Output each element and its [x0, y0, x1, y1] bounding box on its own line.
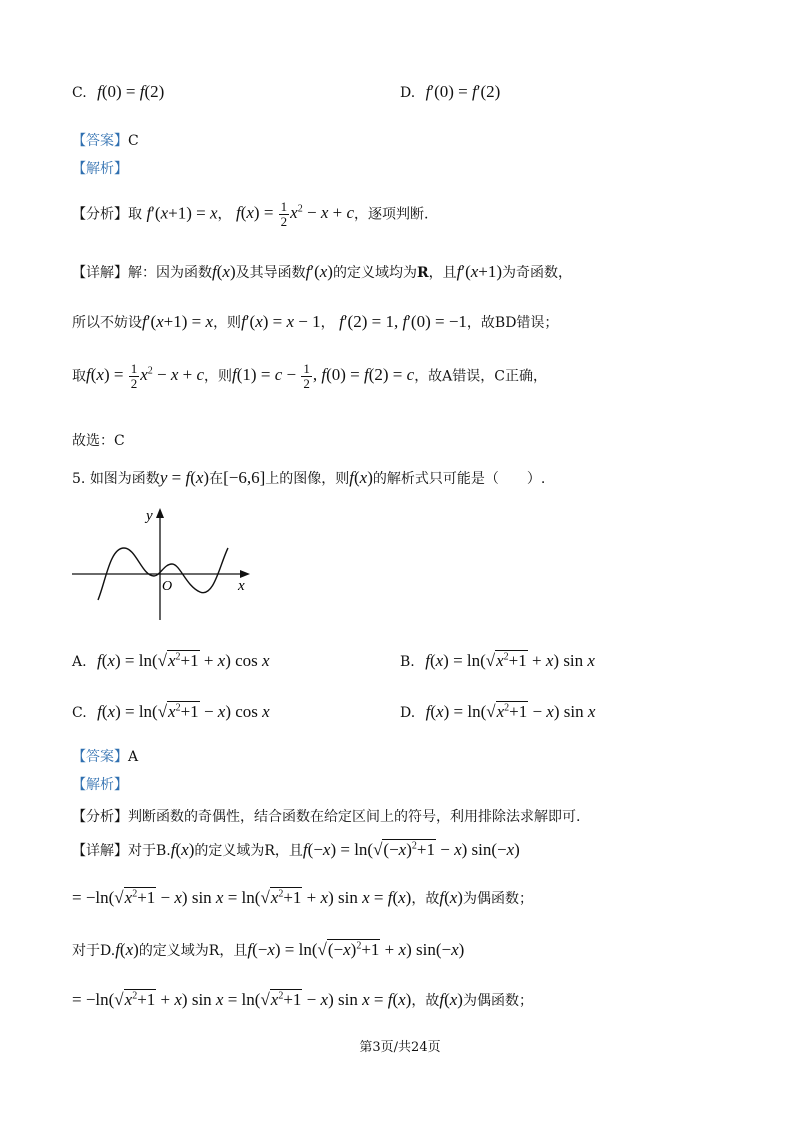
- text: ，故: [411, 891, 440, 907]
- q5-answer-line: [72, 746, 138, 766]
- detail-line-2: 所以不妨设f′(x+1) = x，则f′(x) = x − 1， f′(2) = 1, f′(0) = −1，故BD错误；: [72, 312, 559, 331]
- math-expr: f(x): [349, 468, 373, 487]
- option-a-expr: $f(x) = \ln(√x^2+1 + x)$ cos x: [97, 651, 270, 670]
- math-expr: $f(-x) = \ln(√(-x)^2+1 + x)$ sin(−x): [247, 940, 465, 959]
- detail-line-1: [72, 262, 572, 282]
- text: 的定义域均为: [332, 265, 417, 281]
- text: ，: [217, 206, 232, 223]
- q5-option-b: [400, 651, 595, 671]
- text: R: [416, 265, 429, 281]
- fenxi-line: [72, 200, 428, 229]
- text: 对于D.: [72, 943, 116, 959]
- answer-line: [72, 130, 139, 150]
- text: 解：因为函数: [128, 265, 212, 281]
- answer-value: A: [128, 749, 139, 765]
- math-expr: f(x): [439, 990, 463, 1009]
- text: 在: [209, 471, 224, 487]
- text: 取: [128, 206, 142, 223]
- option-label: B.: [400, 654, 415, 670]
- math-expr: $f(-x) = \ln(√(-x)^2+1 - x)$ sin(−x): [302, 840, 520, 859]
- choose-line: 故选：C: [72, 433, 125, 449]
- math-expr: f′(x+1) = x: [146, 203, 218, 223]
- option-d-expr: f′(0) = f′(2): [425, 82, 501, 101]
- x-label: x: [238, 578, 245, 594]
- option-d-expr: $f(x) = \ln(√x^2+1 - x)$ sin x: [425, 702, 596, 721]
- function-graph: [68, 500, 258, 630]
- y-axis-arrow: [156, 508, 164, 518]
- math-expr: = $-\ln(√x^2+1 - x)$ $\sin x = \ln(√x^2+1 + x)$ sin x = f(x): [72, 888, 412, 907]
- option-b-expr: $f(x) = \ln(√x^2+1 + x)$ sin x: [425, 651, 595, 670]
- math-expr: f(1) = c − $\frac{1}{2}$ , f(0) = f(2) = c: [232, 361, 415, 391]
- text: 的定义域为R，且: [138, 943, 248, 959]
- option-label: C.: [72, 705, 87, 721]
- option-c: [72, 82, 164, 102]
- math-expr: f(x): [115, 940, 139, 959]
- option-label: D.: [400, 705, 416, 721]
- text: ，逐项判断.: [354, 206, 429, 223]
- q5-stem: [72, 468, 545, 488]
- x-axis-arrow: [240, 570, 250, 578]
- detail-tag: 【详解】: [72, 843, 128, 859]
- math-expr: = $-\ln(√x^2+1 + x)$ $\sin x = \ln(√x^2+1 - x)$ sin x = f(x): [72, 990, 412, 1009]
- interval: [−6,6]: [223, 468, 266, 487]
- text: 为偶函数；: [462, 993, 533, 1009]
- option-d: [400, 82, 500, 102]
- answer-value: C: [128, 133, 139, 149]
- text: 为奇函数，: [502, 265, 573, 281]
- math-expr: f′(x+1) = x: [142, 312, 214, 331]
- text: 所以不妨设: [72, 315, 142, 331]
- text: 对于B.: [128, 843, 171, 859]
- q5-detail-d1: [72, 940, 464, 960]
- q5-detail-b1: [72, 840, 520, 860]
- math-expr: f(x) = $\frac{1}{2}$ $x^2 - x + c$: [235, 199, 354, 229]
- q5-option-d: [400, 702, 595, 722]
- option-c-expr: $f(x) = \ln(√x^2+1 - x)$ cos x: [97, 702, 270, 721]
- math-expr: f(x): [170, 840, 195, 859]
- q5-detail-b2: [72, 888, 533, 908]
- text: ，故: [411, 993, 440, 1009]
- text: 如图为函数: [89, 471, 160, 487]
- text: ，则: [204, 368, 233, 385]
- text: 上的图像，则: [265, 471, 350, 487]
- q5-fenxi: [72, 806, 580, 826]
- q5-option-a: [72, 651, 270, 671]
- math-expr: y = f(x): [159, 468, 210, 487]
- answer-tag: 【答案】: [72, 133, 128, 149]
- text: 取: [72, 368, 86, 385]
- text: 的定义域为R，且: [194, 843, 303, 859]
- y-label: y: [146, 508, 153, 524]
- q5-option-c: [72, 702, 270, 722]
- option-label: C.: [72, 85, 87, 101]
- text: ，故A错误，C正确，: [414, 368, 548, 385]
- text: 的解析式只可能是（ ）.: [372, 471, 546, 487]
- text: 为偶函数；: [462, 891, 533, 907]
- option-c-expr: f(0) = f(2): [97, 82, 165, 101]
- analysis-tag: 【解析】: [72, 777, 128, 793]
- math-expr: f(x) = $\frac{1}{2}$ $x^2 - x + c$: [86, 361, 205, 391]
- text: ，则: [213, 315, 242, 331]
- fenxi-tag: 【分析】: [72, 809, 128, 825]
- q5-detail-d2: [72, 990, 533, 1010]
- text: 及其导函数: [235, 265, 306, 281]
- text: 判断函数的奇偶性，结合函数在给定区间上的符号，利用排除法求解即可.: [128, 809, 581, 825]
- math-expr: f′(x+1): [456, 262, 503, 281]
- analysis-tag: 【解析】: [72, 161, 128, 177]
- page-footer: 第3页/共24页: [359, 1040, 441, 1055]
- math-expr: f′(2) = 1, f′(0) = −1: [339, 312, 467, 331]
- option-label: A.: [72, 654, 87, 670]
- answer-tag: 【答案】: [72, 749, 128, 765]
- math-expr: f′(x): [305, 262, 333, 281]
- option-label: D.: [400, 85, 416, 101]
- math-expr: f(x): [439, 888, 463, 907]
- origin-label: O: [162, 579, 173, 594]
- detail-tag: 【详解】: [72, 265, 128, 281]
- math-expr: f′(x) = x − 1: [241, 312, 321, 331]
- detail-line-3: [72, 362, 547, 391]
- text: ，且: [428, 265, 457, 281]
- question-number: 5.: [72, 471, 90, 487]
- text: ，故BD错误；: [466, 315, 559, 331]
- math-expr: f(x): [212, 262, 236, 281]
- fenxi-tag: 【分析】: [72, 206, 128, 223]
